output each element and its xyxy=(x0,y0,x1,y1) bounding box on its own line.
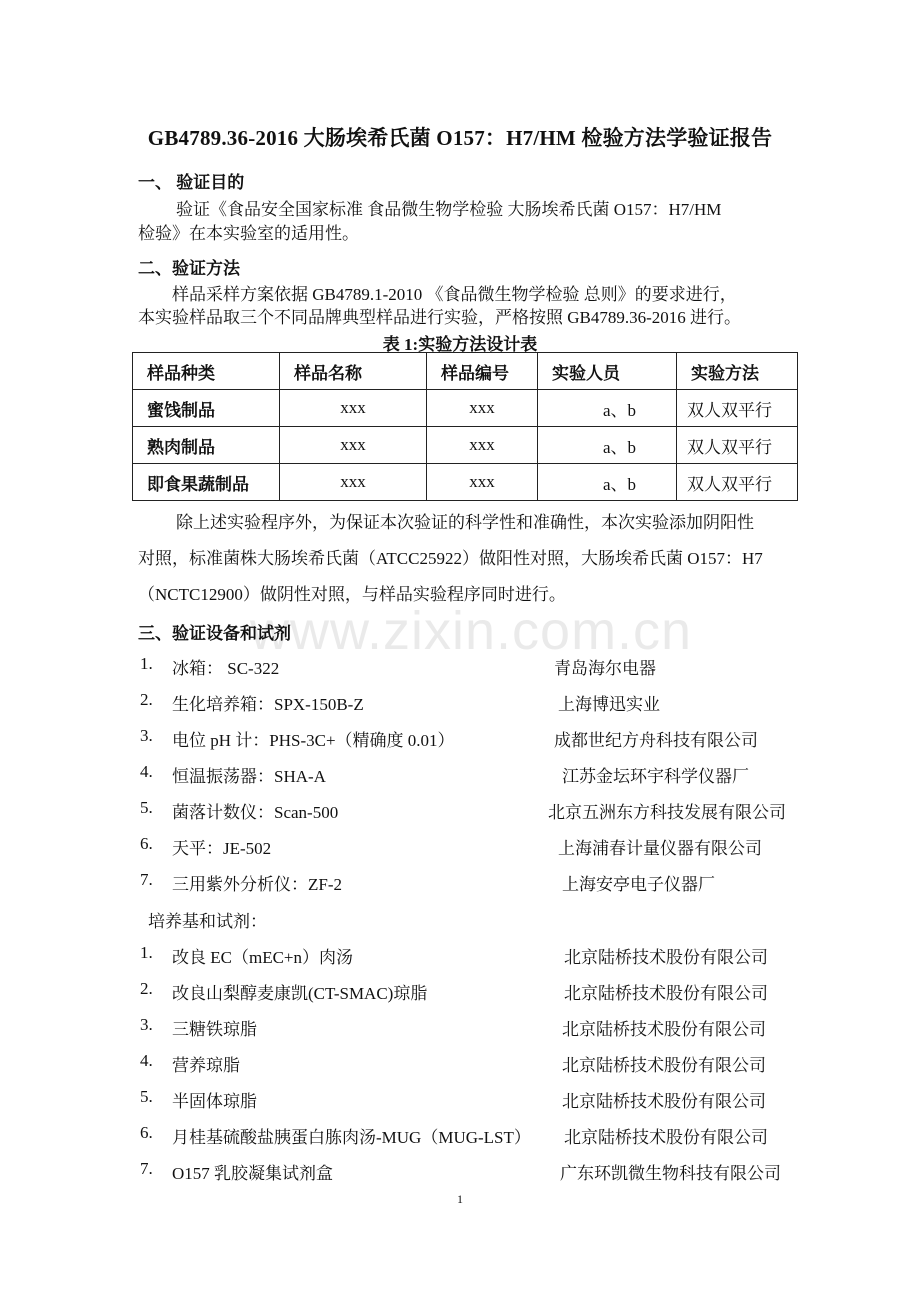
equipment-name: 恒温振荡器：SHA-A xyxy=(172,767,326,786)
equipment-maker: 上海博迅实业 xyxy=(558,695,660,714)
section2-line1: 样品采样方案依据 GB4789.1-2010 《食品微生物学检验 总则》的要求进行， xyxy=(172,285,737,304)
equipment-item xyxy=(140,798,820,824)
item-number: 5. xyxy=(140,798,153,817)
equipment-item xyxy=(140,690,820,716)
equipment-item xyxy=(140,870,820,896)
control-paragraph-line2: 对照，标准菌株大肠埃希氏菌（ATCC25922）做阳性对照，大肠埃希氏菌 O157：H7 xyxy=(138,549,763,568)
table-cell: 双人双平行 xyxy=(677,390,798,427)
equipment-maker: 上海浦春计量仪器有限公司 xyxy=(558,839,762,858)
item-number: 1. xyxy=(140,943,153,962)
page-number: 1 xyxy=(457,1192,463,1206)
reagent-name: 改良 EC（mEC+n）肉汤 xyxy=(172,948,354,967)
item-number: 1. xyxy=(140,654,153,673)
section1-line1: 验证《食品安全国家标准 食品微生物学检验 大肠埃希氏菌 O157：H7/HM xyxy=(176,200,722,219)
reagent-item xyxy=(140,1087,820,1113)
equipment-item xyxy=(140,762,820,788)
section1-line2: 检验》在本实验室的适用性。 xyxy=(138,224,359,243)
control-paragraph-line3: （NCTC12900）做阴性对照，与样品实验程序同时进行。 xyxy=(138,585,566,604)
table-cell: a、b xyxy=(538,427,677,464)
watermark: www.zixin.com.cn xyxy=(250,601,693,661)
reagent-item xyxy=(140,979,820,1005)
table-cell: 双人双平行 xyxy=(677,427,798,464)
section2-heading: 二、验证方法 xyxy=(138,259,240,278)
equipment-name: 天平：JE-502 xyxy=(172,839,272,858)
equipment-name: 生化培养箱：SPX-150B-Z xyxy=(172,695,364,714)
reagent-item xyxy=(140,943,820,969)
item-number: 5. xyxy=(140,1087,153,1106)
table-cell: xxx xyxy=(280,390,427,427)
table-cell: xxx xyxy=(427,390,538,427)
item-number: 4. xyxy=(140,1051,153,1070)
table-cell: a、b xyxy=(538,390,677,427)
reagent-name: 营养琼脂 xyxy=(172,1056,240,1075)
table-header-cell: 样品名称 xyxy=(280,353,427,390)
equipment-item xyxy=(140,654,820,680)
equipment-name: 三用紫外分析仪：ZF-2 xyxy=(172,875,342,894)
equipment-maker: 江苏金坛环宇科学仪器厂 xyxy=(562,767,749,786)
table-cell: a、b xyxy=(538,464,677,501)
table-cell: xxx xyxy=(280,464,427,501)
reagent-name: 半固体琼脂 xyxy=(172,1092,257,1111)
table-cell: xxx xyxy=(427,464,538,501)
table-header-cell: 样品种类 xyxy=(133,353,280,390)
reagent-name: 三糖铁琼脂 xyxy=(172,1020,257,1039)
control-paragraph-line1: 除上述实验程序外，为保证本次验证的科学性和准确性，本次实验添加阴阳性 xyxy=(176,513,754,532)
equipment-item xyxy=(140,726,820,752)
reagent-maker: 北京陆桥技术股份有限公司 xyxy=(564,1128,768,1147)
table-row xyxy=(133,427,798,464)
item-number: 6. xyxy=(140,834,153,853)
table-cell: xxx xyxy=(427,427,538,464)
item-number: 2. xyxy=(140,690,153,709)
section1-heading: 一、 验证目的 xyxy=(138,173,245,192)
table-caption: 表 1:实验方法设计表 xyxy=(382,335,538,354)
equipment-name: 电位 pH 计：PHS-3C+（精确度 0.01） xyxy=(172,731,455,750)
section3-heading: 三、验证设备和试剂 xyxy=(138,624,291,643)
item-number: 6. xyxy=(140,1123,153,1142)
report-title: GB4789.36-2016 大肠埃希氏菌 O157：H7/HM 检验方法学验证报告 xyxy=(147,126,773,150)
item-number: 2. xyxy=(140,979,153,998)
reagent-item xyxy=(140,1123,820,1149)
equipment-maker: 青岛海尔电器 xyxy=(554,659,656,678)
item-number: 7. xyxy=(140,1159,153,1178)
reagent-subheading: 培养基和试剂： xyxy=(148,912,267,931)
equipment-name: 菌落计数仪：Scan-500 xyxy=(172,803,339,822)
item-number: 3. xyxy=(140,726,153,745)
table-cell: 即食果蔬制品 xyxy=(133,464,280,501)
reagent-maker: 北京陆桥技术股份有限公司 xyxy=(564,948,768,967)
table-cell: xxx xyxy=(280,427,427,464)
table-row xyxy=(133,390,798,427)
reagent-name: 改良山梨醇麦康凯(CT-SMAC)琼脂 xyxy=(172,984,428,1003)
equipment-maker: 上海安亭电子仪器厂 xyxy=(562,875,715,894)
equipment-item xyxy=(140,834,820,860)
table-header-cell: 样品编号 xyxy=(427,353,538,390)
reagent-item xyxy=(140,1159,820,1185)
table-header-cell: 实验人员 xyxy=(538,353,677,390)
item-number: 3. xyxy=(140,1015,153,1034)
reagent-name: 月桂基硫酸盐胰蛋白胨肉汤-MUG（MUG-LST） xyxy=(172,1128,531,1147)
reagent-item xyxy=(140,1051,820,1077)
reagent-maker: 北京陆桥技术股份有限公司 xyxy=(562,1020,766,1039)
equipment-maker: 成都世纪方舟科技有限公司 xyxy=(554,731,758,750)
item-number: 7. xyxy=(140,870,153,889)
section2-line2: 本实验样品取三个不同品牌典型样品进行实验，严格按照 GB4789.36-2016 进行。 xyxy=(138,308,742,327)
method-design-table xyxy=(132,352,798,501)
table-cell: 熟肉制品 xyxy=(133,427,280,464)
table-header-row xyxy=(133,353,798,390)
equipment-maker: 北京五洲东方科技发展有限公司 xyxy=(548,803,786,822)
reagent-name: O157 乳胶凝集试剂盒 xyxy=(172,1164,334,1183)
table-header-cell: 实验方法 xyxy=(677,353,798,390)
table-cell: 蜜饯制品 xyxy=(133,390,280,427)
equipment-name: 冰箱： SC-322 xyxy=(172,659,280,678)
reagent-maker: 广东环凯微生物科技有限公司 xyxy=(560,1164,781,1183)
reagent-maker: 北京陆桥技术股份有限公司 xyxy=(564,984,768,1003)
table-cell: 双人双平行 xyxy=(677,464,798,501)
reagent-maker: 北京陆桥技术股份有限公司 xyxy=(562,1056,766,1075)
reagent-maker: 北京陆桥技术股份有限公司 xyxy=(562,1092,766,1111)
item-number: 4. xyxy=(140,762,153,781)
reagent-item xyxy=(140,1015,820,1041)
table-row xyxy=(133,464,798,501)
